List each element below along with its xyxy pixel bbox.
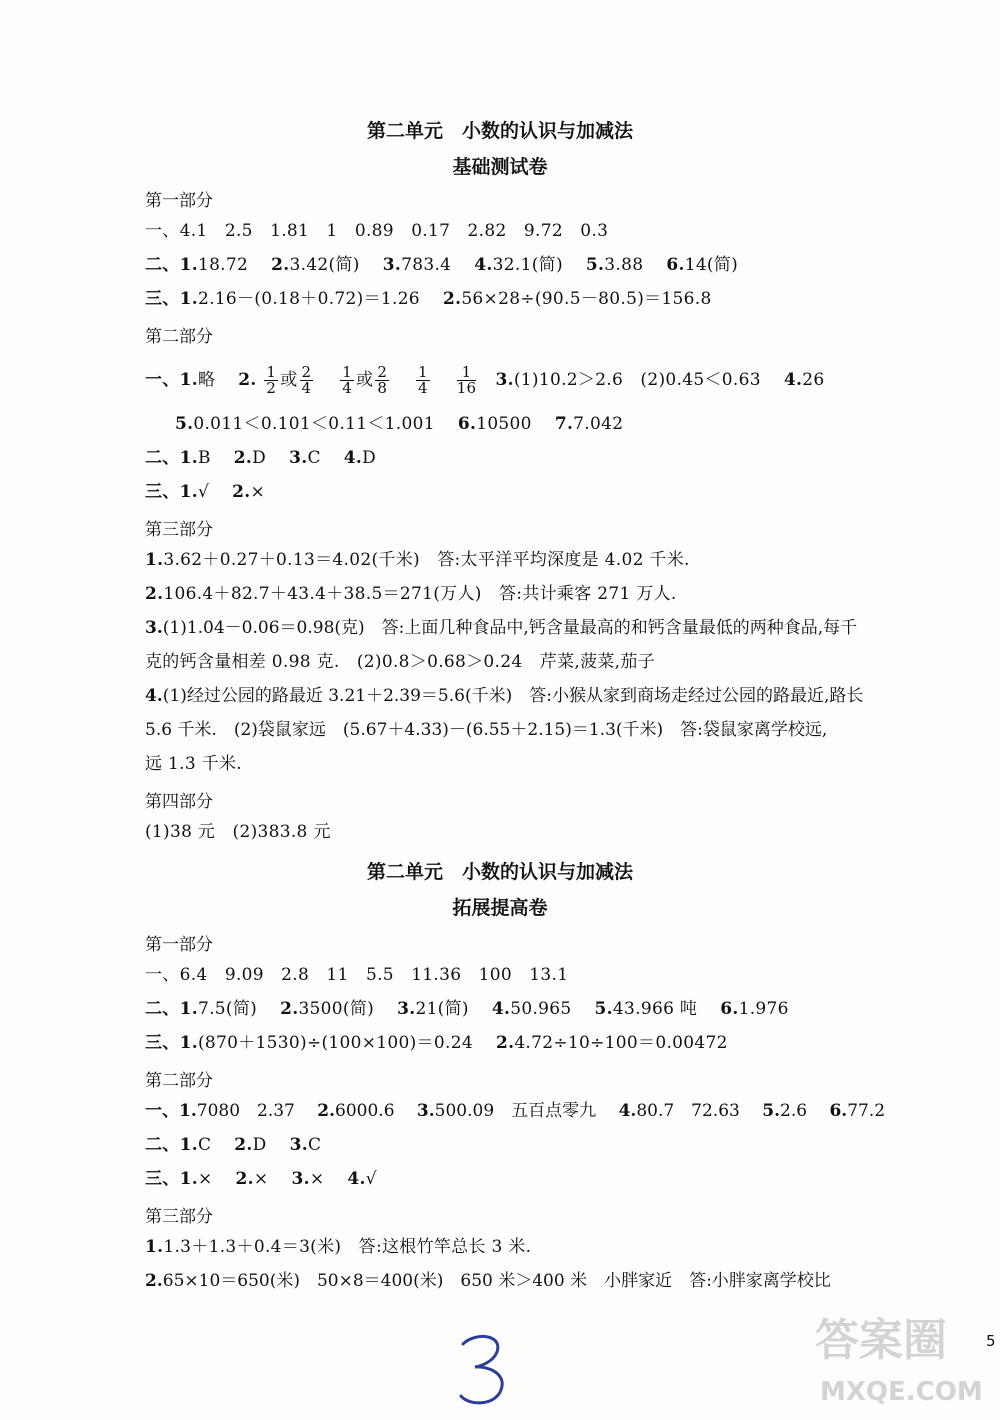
num: 4.: [474, 255, 493, 275]
unit1-title: 第二单元 小数的认识与加减法: [366, 120, 633, 142]
unit1-part3-q4-cont1: 5.6 千米. (2)袋鼠家远 (5.67＋4.33)－(6.55＋2.15)＝1.3(千米) 答:袋鼠家离学校远,: [145, 720, 828, 740]
unit1-part2-heading: 第二部分: [145, 327, 213, 347]
label: 一、: [145, 221, 180, 241]
ans: ×: [253, 1169, 286, 1189]
ans: 783.4: [401, 255, 469, 275]
unit2-part2-line1: [145, 1100, 885, 1122]
ans: 7.5(简): [197, 999, 275, 1019]
ans: ×: [250, 482, 266, 502]
num: 2.: [442, 289, 462, 309]
ans: 3.62＋0.27＋0.13＝4.02(千米) 答:太平洋平均深度是 4.02 千米.: [163, 550, 690, 570]
num: 3.: [145, 618, 163, 638]
num: 2.: [280, 999, 299, 1019]
num: 5.: [594, 999, 613, 1019]
ans: √: [197, 482, 227, 502]
ans: 1.976: [738, 999, 789, 1019]
ans: 略: [197, 370, 233, 390]
numerator: 2: [377, 363, 388, 381]
ans: ×: [197, 1169, 230, 1189]
numerator: 1: [342, 363, 353, 381]
ans: 500.09 五百点零九: [434, 1101, 614, 1121]
unit2-part1-heading: 第一部分: [145, 935, 213, 955]
num: 二、1.: [145, 999, 198, 1019]
ans: C: [307, 448, 339, 468]
unit1-part3-q4-cont2: 远 1.3 千米.: [145, 754, 242, 774]
watermark-logo: [810, 1300, 990, 1410]
denominator: 4: [342, 379, 353, 397]
num: 2.: [234, 1135, 253, 1155]
unit1-part3-q4: [145, 685, 863, 707]
unit2-part3-q1: [145, 1236, 531, 1258]
unit1-part1-line1: [145, 220, 608, 242]
unit2-part2-heading: 第二部分: [145, 1071, 213, 1091]
numerator: 2: [301, 363, 312, 381]
page-number: 5: [986, 1332, 996, 1350]
ans: (1)经过公园的路最近 3.21＋2.39＝5.6(千米) 答:小猴从家到商场走经过公园的路最近,路长: [162, 686, 864, 706]
fraction: [416, 365, 430, 396]
num: 2.: [271, 255, 290, 275]
ans: 32.1(简): [492, 255, 581, 275]
num: 5.: [175, 414, 194, 434]
ans: D: [252, 448, 284, 468]
ans: 77.2: [847, 1101, 886, 1121]
handwritten-digit-3: [455, 1330, 515, 1410]
ans: 10500: [476, 414, 550, 434]
unit1-part3-q3: [145, 617, 857, 639]
num: 3.: [382, 255, 402, 275]
ans: 80.7 72.63: [636, 1101, 757, 1121]
num: 3.: [291, 1169, 310, 1189]
num: 4.: [783, 370, 803, 390]
unit2-part1-line2: [145, 998, 789, 1020]
ans: (1)1.04－0.06＝0.98(克) 答:上面几种食品中,钙含量最高的和钙含量最低的两种食品,每千: [162, 618, 858, 638]
denominator: 2: [266, 379, 277, 397]
unit1-part4-line1: (1)38 元 (2)383.8 元: [145, 822, 331, 842]
unit1-part2-line2: [175, 413, 623, 435]
or-word: 或: [356, 370, 374, 390]
ans: 18.72: [197, 255, 266, 275]
num: 3.: [397, 999, 416, 1019]
ans: 1.3＋1.3＋0.4＝3(米) 答:这根竹竿总长 3 米.: [163, 1237, 532, 1257]
num: 5.: [585, 255, 605, 275]
unit1-part2-line4: [145, 481, 265, 503]
num: 1.: [145, 1237, 164, 1257]
unit1-part3-q2: [145, 583, 677, 605]
ans: 65×10＝650(米) 50×8＝400(米) 650 米＞400 米 小胖家近 答:小胖家离学校比: [162, 1271, 831, 1291]
unit1-part2-line1: [145, 362, 824, 398]
num: 2.: [232, 482, 251, 502]
num: 3.: [495, 370, 514, 390]
ans: 4.72÷10÷100＝0.00472: [514, 1033, 728, 1053]
unit2-part2-line3: [145, 1168, 377, 1190]
ans: 6000.6: [335, 1101, 412, 1121]
num: 4.: [618, 1101, 637, 1121]
num: 三、1.: [145, 289, 198, 309]
ans: 2.16－(0.18＋0.72)＝1.26: [197, 289, 438, 309]
num: 6.: [666, 255, 685, 275]
fraction: [300, 365, 314, 396]
fraction: [375, 365, 389, 396]
num: 2.: [317, 1101, 336, 1121]
unit1-subtitle: 基础测试卷: [452, 156, 548, 178]
ans: (1)10.2＞2.6 (2)0.45＜0.63: [513, 370, 779, 390]
ans: 50.965: [510, 999, 589, 1019]
ans: 7.042: [573, 414, 624, 434]
num: 三、1.: [145, 1169, 198, 1189]
unit2-part1-line1: 一、6.4 9.09 2.8 11 5.5 11.36 100 13.1: [145, 965, 569, 985]
num: 7.: [554, 414, 574, 434]
num: 4.: [491, 999, 511, 1019]
unit2-title: 第二单元 小数的认识与加减法: [366, 861, 633, 883]
num: 6.: [720, 999, 739, 1019]
ans: C: [197, 1135, 229, 1155]
num: 5.: [762, 1101, 780, 1121]
unit2-part1-line3: [145, 1032, 728, 1054]
num: 2.: [238, 370, 257, 390]
num: 二、1.: [145, 1135, 198, 1155]
ans: 14(简): [684, 255, 739, 275]
ans: 26: [802, 370, 825, 390]
num: 3.: [289, 448, 308, 468]
denominator: 4: [418, 379, 428, 397]
numerator: 1: [266, 363, 277, 381]
num: 2.: [145, 584, 164, 604]
ans: (870＋1530)÷(100×100)＝0.24: [197, 1033, 491, 1053]
ans: 56×28÷(90.5－80.5)＝156.8: [461, 289, 712, 309]
answers: 4.1 2.5 1.81 1 0.89 0.17 2.82 9.72 0.3: [179, 221, 609, 241]
numerator: 1: [418, 363, 428, 381]
unit1-part1-line3: [145, 288, 712, 310]
ans: ×: [309, 1169, 342, 1189]
denominator: 16: [456, 379, 477, 397]
num: 4.: [145, 686, 163, 706]
num: 1.: [145, 550, 164, 570]
num: 4.: [347, 1169, 366, 1189]
num: 二、1.: [145, 255, 198, 275]
num: 2.: [235, 1169, 254, 1189]
num: 2.: [495, 1033, 515, 1053]
or-word: 或: [280, 370, 298, 390]
num: 2.: [145, 1271, 163, 1291]
denominator: 8: [377, 379, 388, 397]
num: 三、1.: [145, 1033, 198, 1053]
denominator: 4: [301, 379, 312, 397]
unit1-part1-line2: [145, 254, 738, 276]
unit1-part2-line3: [145, 447, 376, 469]
num: 3.: [289, 1135, 308, 1155]
ans: 2.6: [780, 1101, 825, 1121]
ans: 3.88: [604, 255, 661, 275]
num: 2.: [233, 448, 253, 468]
unit2-part2-line2: [145, 1134, 321, 1156]
ans: 7080 2.37: [196, 1101, 312, 1121]
ans: D: [362, 448, 377, 468]
num: 6.: [457, 414, 477, 434]
num: 一、1.: [145, 1101, 197, 1121]
num: 二、1.: [145, 448, 198, 468]
num: 一、1.: [145, 370, 198, 390]
num: 三、1.: [145, 482, 198, 502]
unit2-subtitle: 拓展提高卷: [452, 897, 548, 919]
ans: B: [197, 448, 229, 468]
watermark-text-2: MXQE.COM: [820, 1377, 983, 1407]
unit1-part3-heading: 第三部分: [145, 520, 213, 540]
unit1-part1-heading: 第一部分: [145, 191, 213, 211]
ans: √: [365, 1169, 377, 1189]
ans: C: [307, 1135, 322, 1155]
ans: 0.011＜0.101＜0.11＜1.001: [193, 414, 453, 434]
unit1-part4-heading: 第四部分: [145, 792, 213, 812]
unit2-part3-heading: 第三部分: [145, 1207, 213, 1227]
unit1-part3-q3-cont: 克的钙含量相差 0.98 克. (2)0.8＞0.68＞0.24 芹菜,菠菜,茄子: [145, 652, 655, 672]
num: 4.: [343, 448, 363, 468]
ans: 43.966 吨: [612, 999, 715, 1019]
watermark-text-1: 答案圈: [815, 1315, 947, 1366]
fraction: [264, 365, 278, 396]
ans: 21(简): [415, 999, 487, 1019]
ans: 106.4＋82.7＋43.4＋38.5＝271(万人) 答:共计乘客 271 万人.: [163, 584, 677, 604]
fraction: [457, 365, 477, 396]
fraction: [340, 365, 354, 396]
ans: 3500(简): [298, 999, 392, 1019]
num: 6.: [829, 1101, 848, 1121]
unit1-part3-q1: [145, 549, 690, 571]
ans: D: [252, 1135, 284, 1155]
numerator: 1: [457, 365, 477, 381]
ans: 3.42(简): [289, 255, 378, 275]
num: 3.: [416, 1101, 435, 1121]
unit2-part3-q2: [145, 1270, 831, 1292]
